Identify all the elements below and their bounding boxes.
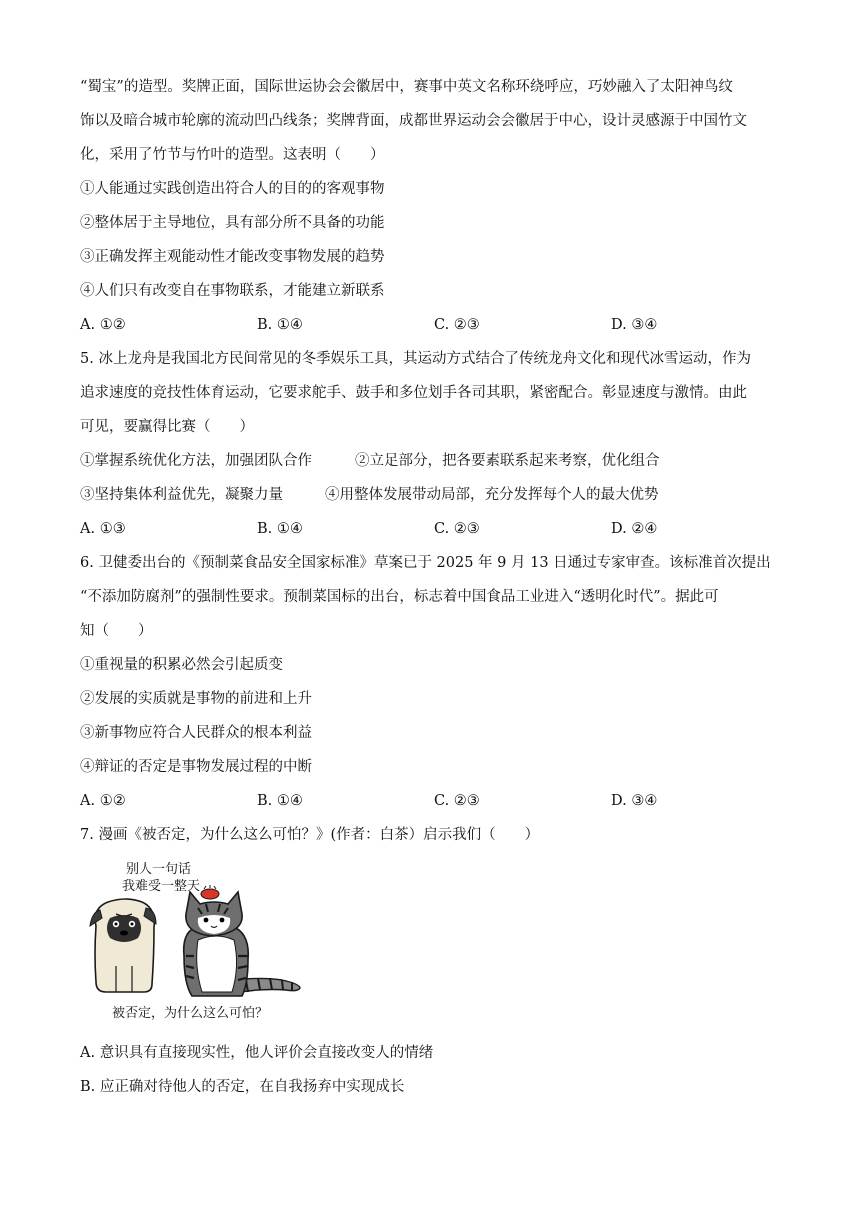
q6-stem-line-2: “不添加防腐剂”的强制性要求。预制菜国标的出台，标志着中国食品工业进入“透明化时代”。据此可 bbox=[80, 589, 719, 605]
q4-item-1: ①人能通过实践创造出符合人的目的的客观事物 bbox=[80, 181, 385, 197]
q4-option-c[interactable]: C. ②③ bbox=[434, 317, 480, 333]
q4-stem-line-3: 化，采用了竹节与竹叶的造型。这表明（ ） bbox=[80, 147, 385, 163]
q7-stem: 7. 漫画《被否定，为什么这么可怕？》(作者：白茶）启示我们（ ） bbox=[80, 827, 540, 843]
q5-stem-line-2: 追求速度的竞技性体育运动，它要求舵手、鼓手和多位划手各司其职，紧密配合。彰显速度与激情。由此 bbox=[80, 385, 747, 401]
cartoon-speech-line-1: 别人一句话 bbox=[126, 862, 192, 877]
cartoon-image bbox=[86, 856, 308, 1024]
q5-item-3: ③坚持集体利益优先，凝聚力量 bbox=[80, 487, 283, 503]
cartoon-speech-line-2: 我难受一整天 bbox=[122, 879, 201, 894]
q6-option-d[interactable]: D. ③④ bbox=[611, 793, 658, 809]
q4-option-a[interactable]: A. ①② bbox=[80, 317, 126, 333]
q6-option-c[interactable]: C. ②③ bbox=[434, 793, 480, 809]
q7-option-b[interactable]: B. 应正确对待他人的否定，在自我扬弃中实现成长 bbox=[80, 1079, 405, 1095]
q6-stem-line-3: 知（ ） bbox=[80, 623, 153, 639]
pug-dog-illustration bbox=[90, 899, 156, 992]
striped-cat-illustration bbox=[184, 885, 300, 996]
q6-item-4: ④辩证的否定是事物发展过程的中断 bbox=[80, 759, 312, 775]
q4-stem-line-2: 饰以及暗合城市轮廓的流动凹凸线条；奖牌背面，成都世界运动会会徽居于中心，设计灵感源于中国竹文 bbox=[80, 113, 747, 129]
q7-option-a[interactable]: A. 意识具有直接现实性，他人评价会直接改变人的情绪 bbox=[80, 1045, 434, 1061]
q5-option-b[interactable]: B. ①④ bbox=[257, 521, 303, 537]
q4-item-2: ②整体居于主导地位，具有部分所不具备的功能 bbox=[80, 215, 385, 231]
q5-item-2: ②立足部分，把各要素联系起来考察，优化组合 bbox=[355, 453, 660, 469]
q4-option-d[interactable]: D. ③④ bbox=[611, 317, 658, 333]
q6-option-b[interactable]: B. ①④ bbox=[257, 793, 303, 809]
q4-option-b[interactable]: B. ①④ bbox=[257, 317, 303, 333]
q4-item-3: ③正确发挥主观能动性才能改变事物发展的趋势 bbox=[80, 249, 385, 265]
cartoon-caption: 被否定，为什么这么可怕？ bbox=[112, 1006, 269, 1021]
q6-item-3: ③新事物应符合人民群众的根本利益 bbox=[80, 725, 312, 741]
q6-item-1: ①重视量的积累必然会引起质变 bbox=[80, 657, 283, 673]
q5-option-c[interactable]: C. ②③ bbox=[434, 521, 480, 537]
q5-option-d[interactable]: D. ②④ bbox=[611, 521, 658, 537]
q5-item-1: ①掌握系统优化方法，加强团队合作 bbox=[80, 453, 312, 469]
q5-stem-line-3: 可见，要赢得比赛（ ） bbox=[80, 419, 254, 435]
q6-stem-line-1: 6. 卫健委出台的《预制菜食品安全国家标准》草案已于 2025 年 9 月 13 日通过专家审查。该标准首次提出 bbox=[80, 555, 771, 571]
q6-option-a[interactable]: A. ①② bbox=[80, 793, 126, 809]
cartoon-drawing bbox=[86, 856, 308, 1024]
q4-stem-line-1: “蜀宝”的造型。奖牌正面，国际世运协会会徽居中，赛事中英文名称环绕呼应，巧妙融入了太阳神鸟纹 bbox=[80, 79, 733, 95]
q5-option-a[interactable]: A. ①③ bbox=[80, 521, 126, 537]
q5-item-4: ④用整体发展带动局部，充分发挥每个人的最大优势 bbox=[325, 487, 659, 503]
q4-item-4: ④人们只有改变自在事物联系，才能建立新联系 bbox=[80, 283, 385, 299]
q5-stem-line-1: 5. 冰上龙舟是我国北方民间常见的冬季娱乐工具，其运动方式结合了传统龙舟文化和现代冰雪运动，作为 bbox=[80, 351, 751, 367]
q6-item-2: ②发展的实质就是事物的前进和上升 bbox=[80, 691, 312, 707]
